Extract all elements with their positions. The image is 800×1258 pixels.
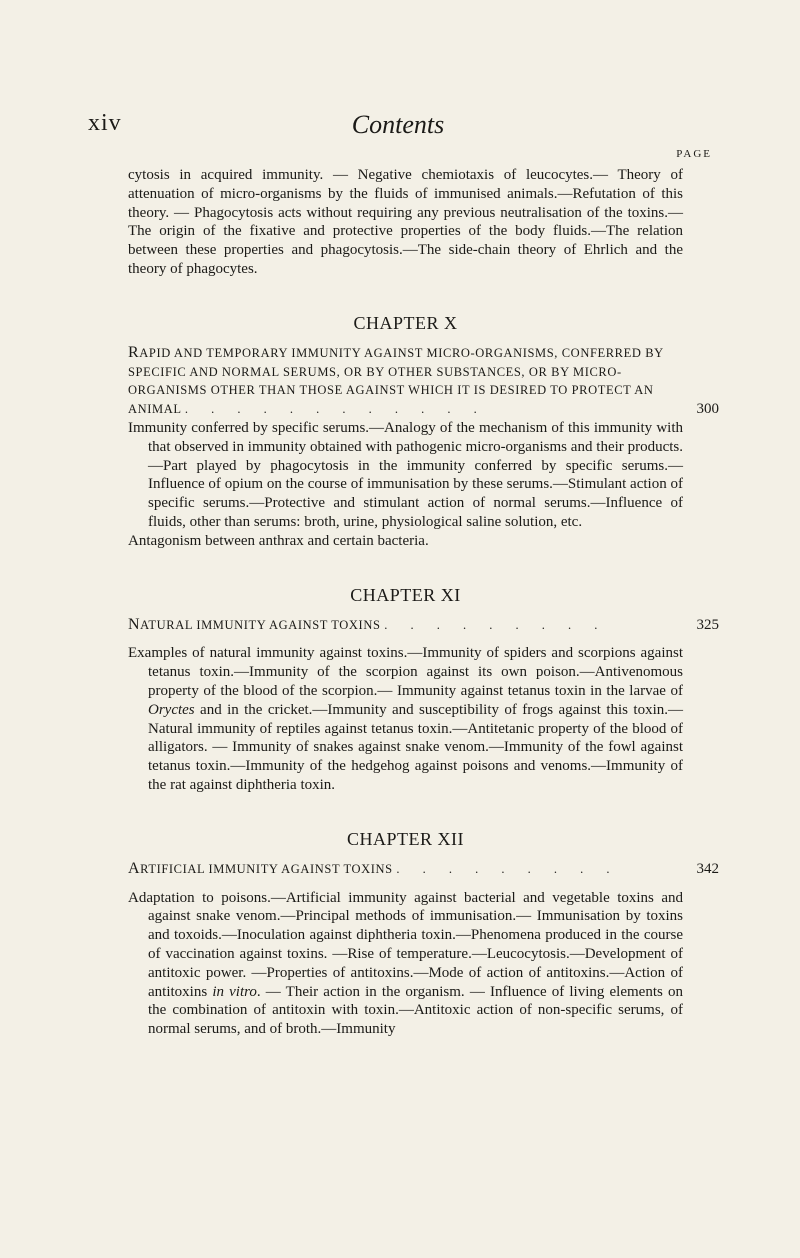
chapter-heading: CHAPTER XI	[350, 584, 461, 605]
page-number: xiv	[88, 110, 122, 136]
chapter-title-entry	[128, 615, 719, 635]
leader-dots: . . . . . . . . .	[396, 861, 620, 876]
chapter-page-number: 300	[696, 401, 719, 418]
summary-text: Adaptation to poisons.—Artificial immunity against bacterial and vegetable toxins and against snake venom.—Principal methods of immunisation.— Immunisation by toxins and toxoids.—Inoculation against diphtheria toxin.—Phenomena produced in the course of vaccination against toxins. —Rise of temperature.—Leucocytosis.—Development of antitoxic power. —Properties of antitoxins.—Mode of action of antitoxins.—Action of antitoxins	[128, 889, 683, 1000]
running-title: Contents	[351, 110, 445, 139]
chapter-title: RAPID AND TEMPORARY IMMUNITY AGAINST MICRO-ORGANISMS, CONFERRED BY SPECIFIC AND NORMAL SERUMS, OR BY OTHER SUBSTANCES, OR BY MICRO-ORGANISMS OTHER THAN THOSE AGAINST WHICH IT IS DESIRED TO PROTECT AN ANIMAL	[128, 343, 664, 417]
summary-paragraph: Antagonism between anthrax and certain bacteria.	[128, 532, 429, 549]
latin-phrase: in vitro	[212, 983, 257, 1000]
chapter-heading: CHAPTER X	[353, 312, 458, 333]
chapter-page-number: 342	[696, 860, 719, 877]
chapter-heading: CHAPTER XII	[347, 828, 464, 849]
summary-text: . — Their action in the organism. — Influence of living elements on the combination of antitoxin with toxin.—Antitoxic action of non-specific serums, of normal serums, and of broth.—Immunity	[148, 983, 683, 1038]
summary-paragraph	[128, 644, 683, 794]
page-column-label: PAGE	[676, 148, 712, 160]
chapter-title: NATURAL IMMUNITY AGAINST TOXINS	[128, 615, 381, 633]
chapter-page-number: 325	[696, 616, 719, 633]
contents-body	[128, 166, 719, 1039]
summary-paragraph: Immunity conferred by specific serums.—Analogy of the mechanism of this immunity with that observed in immunity obtained with pathogenic micro-organisms and their products.—Part played by phagocytosis in the immunity conferred by specific serums.—Influence of opium on the course of immunisation by these serums.—Stimulant action of specific serums.—Protective and stimulant action of normal serums.—Influence of fluids, other than serums: broth, urine, physiological saline solution, etc.	[128, 419, 683, 530]
leader-dots: . . . . . . . . . . . .	[184, 402, 487, 417]
taxon-name: Oryctes	[148, 701, 195, 718]
chapter-title-entry	[128, 859, 719, 879]
chapter-title: ARTIFICIAL IMMUNITY AGAINST TOXINS	[128, 859, 393, 877]
leader-dots: . . . . . . . . .	[384, 617, 608, 632]
summary-text: Examples of natural immunity against toxins.—Immunity of spiders and scorpions against tetanus toxin.—Immunity of the scorpion against its own poison.—Antivenomous property of the blood of the scorpion.— Immunity against tetanus toxin in the larvae of	[128, 645, 683, 699]
chapter-title-entry	[128, 343, 719, 419]
summary-paragraph	[128, 889, 683, 1039]
summary-text: and in the cricket.—Immunity and susceptibility of frogs against this toxin.— Natural immunity of reptiles against tetanus toxin.—Antitetanic property of the blood of alligators. — Immunity of snakes against snake venom.—Immunity of the fowl against tetanus toxin.—Immunity of the hedgehog against poisons and venoms.—Immunity of the rat against diphtheria toxin.	[148, 701, 683, 793]
summary-paragraph: cytosis in acquired immunity. — Negative chemiotaxis of leucocytes.— Theory of attenuation of micro-organisms by the fluids of immunised animals.—Refutation of this theory. — Phagocytosis acts without requiring any previous neutralisation of the toxins.—The origin of the fixative and protective properties of the body fluids.—The relation between these properties and phagocytosis.—The side-chain theory of Ehrlich and the theory of phagocytes.	[128, 167, 683, 277]
page-header	[88, 110, 708, 140]
